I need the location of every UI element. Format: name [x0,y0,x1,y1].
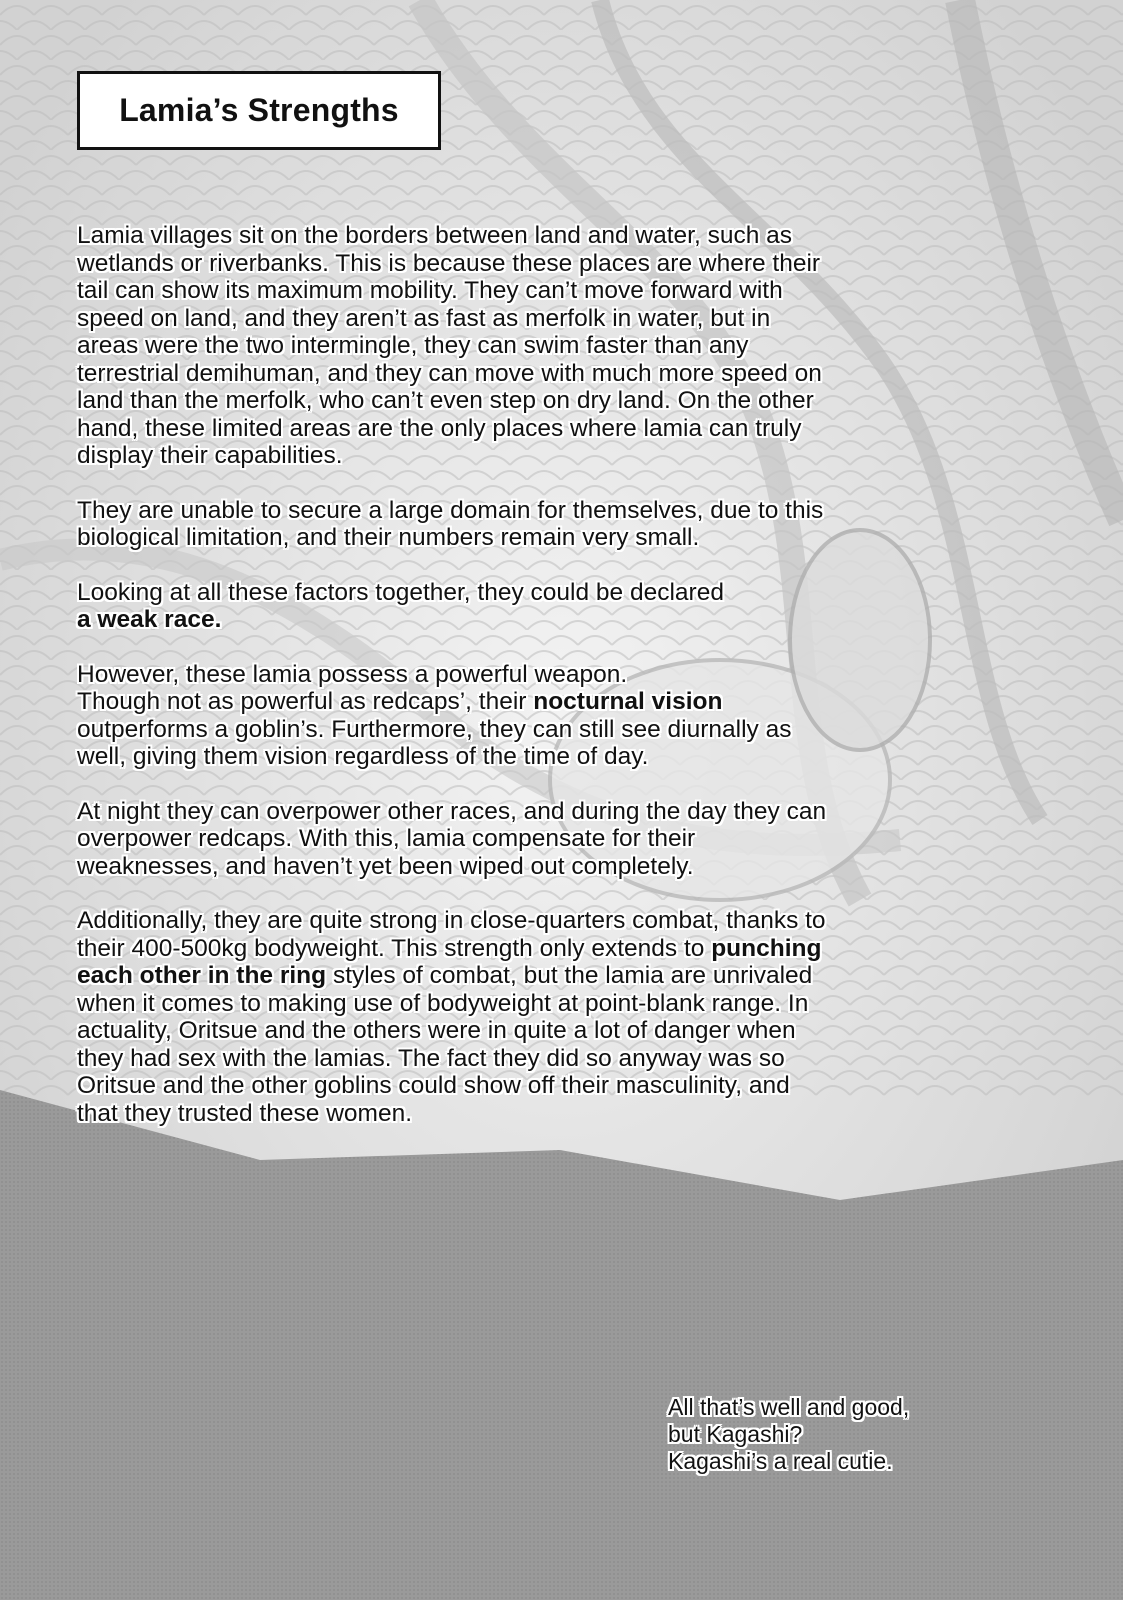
combat-tail: styles of combat, but the lamia are unrivaled when it comes to making use of bodyweight at point-blank range. In actuality, Oritsue and the others were in quite a lot of danger when they had sex with the lamias. The fact they did so anyway was so Oritsue and the other goblins could show off their masculinity, and that they trusted these women. [77,962,813,1127]
aside-line-2: but Kagashi? [668,1421,803,1447]
vision-lead: Though not as powerful as redcaps’, their [77,688,527,715]
weak-race-emphasis: a weak race. [77,606,222,633]
combat-lead: Additionally, they are quite strong in close-quarters combat, thanks to their 400-500kg bodyweight. This strength only extends to [77,907,826,962]
author-aside [668,1394,968,1475]
article-body [77,222,837,1154]
vision-emphasis: nocturnal vision [533,688,723,715]
paragraph-population: They are unable to secure a large domain for themselves, due to this biological limitation, and their numbers remain very small. [77,496,824,551]
paragraph-locations: Lamia villages sit on the borders between land and water, such as wetlands or riverbanks. This is because these places are where their tail can show its maximum mobility. They can’t move forward with speed on land, and they aren’t as fast as merfolk in water, but in areas were the two intermingle, they can swim faster than any terrestrial demihuman, and they can move with much more speed on land than the merfolk, who can’t even step on dry land. On the other hand, these limited areas are the only places where lamia can truly display their capabilities. [77,222,822,469]
paragraph-weak-race [77,579,837,634]
vision-intro: However, these lamia possess a powerful weapon. [77,660,628,688]
weak-race-lead: Looking at all these factors together, they could be declared [77,578,724,606]
aside-line-3: Kagashi’s a real cutie. [668,1448,893,1474]
paragraph-vision [77,661,837,771]
aside-line-1: All that’s well and good, [668,1394,910,1420]
paragraph-combat [77,907,837,1127]
vision-tail: outperforms a goblin’s. Furthermore, they can still see diurnally as well, giving them vision regardless of the time of day. [77,715,792,770]
paragraph-night-day: At night they can overpower other races, and during the day they can overpower redcaps. With this, lamia compensate for their weaknesses, and haven’t yet been wiped out completely. [77,797,827,880]
combat-emphasis: punching each other in the ring [77,934,822,989]
title-box [77,71,441,150]
page-title: Lamia’s Strengths [119,92,399,128]
